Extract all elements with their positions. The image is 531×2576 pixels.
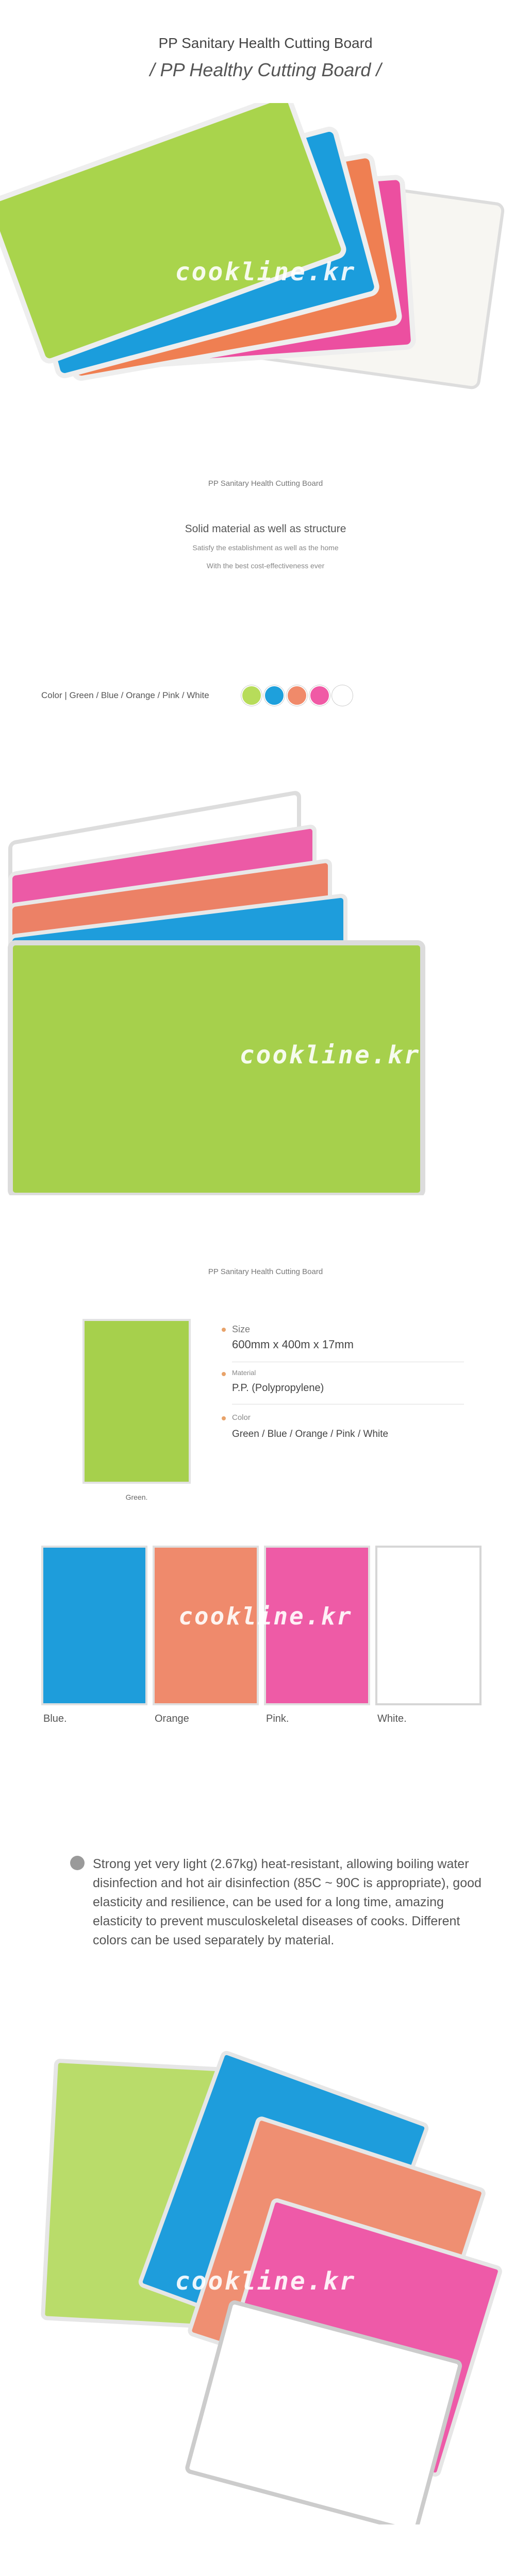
intro-heading: Solid material as well as structure (185, 523, 346, 535)
bullet-icon (222, 1328, 226, 1332)
swatch-pink (309, 685, 330, 706)
intro-line-1: Satisfy the establishment as well as the home (192, 544, 339, 552)
hero-image (0, 103, 531, 428)
caption-blue: Blue. (43, 1713, 67, 1724)
fanned-boards-image (0, 2050, 531, 2524)
color-spec-value: Green / Blue / Orange / Pink / White (232, 1429, 389, 1439)
watermark: cookline.kr (175, 2267, 356, 2296)
material-label: Material (232, 1369, 256, 1377)
watermark: cookline.kr (175, 258, 356, 286)
page-title: PP Sanitary Health Cutting Board (158, 35, 373, 51)
swatch-green (241, 685, 262, 706)
color-label: Color | Green / Blue / Orange / Pink / White (41, 690, 209, 700)
bullet-icon (222, 1372, 226, 1376)
spec-panel (217, 1321, 469, 1522)
spec-section-title: PP Sanitary Health Cutting Board (208, 1267, 323, 1276)
swatch-blue (264, 685, 285, 706)
caption-white: White. (377, 1713, 407, 1724)
material-value: P.P. (Polypropylene) (232, 1382, 324, 1394)
swatch-white (332, 685, 353, 706)
intro-line-2: With the best cost-effectiveness ever (206, 562, 325, 570)
bullet-icon (70, 1856, 85, 1870)
size-label: Size (232, 1324, 251, 1334)
page-subtitle: / PP Healthy Cutting Board / (150, 59, 381, 80)
size-value: 600mm x 400m x 17mm (232, 1338, 354, 1351)
watermark: cookline.kr (239, 1041, 421, 1070)
watermark: cookline.kr (178, 1602, 353, 1630)
green-board-thumb (82, 1319, 191, 1484)
intro-section-title: PP Sanitary Health Cutting Board (208, 479, 323, 488)
caption-pink: Pink. (266, 1713, 289, 1724)
color-spec-label: Color (232, 1413, 251, 1422)
description-text: Strong yet very light (2.67kg) heat-resistant, allowing boiling water disinfection and hot air disinfection (85C ~ 90C is appropriate), good elasticity and resilience, can be used for a long time, amazing elasticity to prevent musculoskeletal diseases of cooks. Different colors can be used separately by material. (93, 1857, 482, 1947)
caption-orange: Orange (155, 1713, 189, 1724)
swatch-orange (287, 685, 307, 706)
stacked-boards-image (0, 726, 531, 1195)
bullet-icon (222, 1416, 226, 1420)
green-caption: Green. (125, 1493, 148, 1501)
